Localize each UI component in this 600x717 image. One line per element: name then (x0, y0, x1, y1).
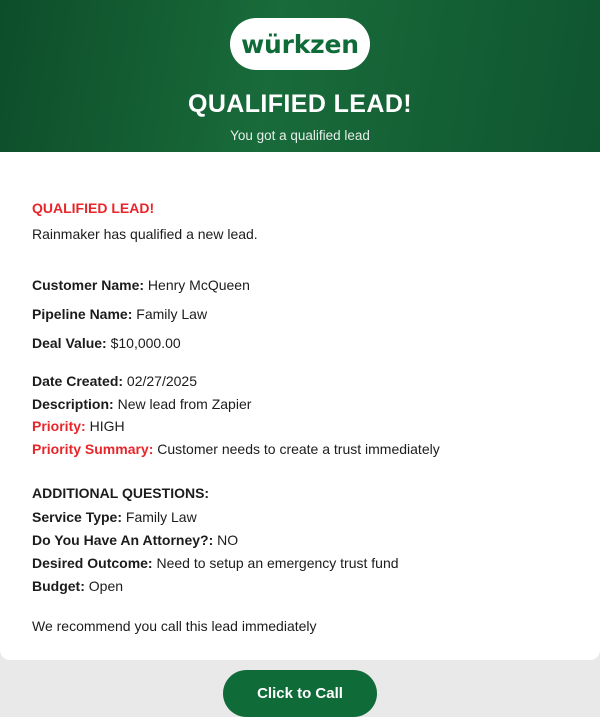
detail-value: HIGH (89, 418, 125, 435)
question-value: Family Law (125, 509, 197, 526)
detail-value: Customer needs to create a trust immediately (157, 441, 440, 458)
detail-value: Family Law (136, 305, 208, 322)
detail-label: Deal Value: (32, 334, 107, 351)
question-value: Need to setup an emergency trust fund (156, 555, 399, 572)
question-label: Budget: (32, 577, 85, 594)
detail-value: New lead from Zapier (117, 395, 252, 412)
detail-date-created (32, 372, 568, 391)
cta-container (32, 670, 568, 717)
detail-label: Priority Summary: (32, 441, 154, 458)
detail-label: Customer Name: (32, 277, 145, 293)
detail-value: $10,000.00 (110, 334, 181, 351)
detail-label: Pipeline Name: (32, 305, 133, 322)
closing-text: We recommend you call this lead immediately (32, 617, 317, 634)
question-value: NO (217, 532, 239, 549)
additional-questions-heading: ADDITIONAL QUESTIONS: (32, 485, 210, 502)
brand-logo (230, 18, 370, 70)
detail-value: 02/27/2025 (126, 372, 197, 389)
email-header (0, 0, 600, 152)
detail-priority-summary (32, 440, 568, 459)
detail-value: Henry McQueen (147, 277, 250, 293)
question-value: Open (88, 577, 124, 594)
question-service-type (32, 508, 568, 527)
detail-label: Description: (32, 395, 114, 412)
question-label: Do You Have An Attorney?: (32, 532, 214, 549)
question-desired-outcome (32, 554, 568, 573)
intro-text: Rainmaker has qualified a new lead. (32, 226, 258, 242)
brand-logo-text: würkzen (241, 29, 359, 59)
email-body (0, 152, 600, 717)
detail-label: Date Created: (32, 372, 124, 389)
detail-deal-value (32, 334, 568, 353)
click-to-call-button[interactable]: Click to Call (223, 670, 377, 717)
detail-description (32, 395, 568, 414)
detail-customer-name (32, 276, 568, 295)
question-label: Service Type: (32, 509, 123, 526)
detail-pipeline-name (32, 305, 568, 324)
header-subtitle: You got a qualified lead (230, 128, 370, 143)
question-budget (32, 577, 568, 596)
alert-title: QUALIFIED LEAD! (32, 200, 155, 216)
detail-priority (32, 417, 568, 436)
header-title: QUALIFIED LEAD! (187, 90, 413, 118)
detail-label: Priority: (32, 418, 86, 435)
section-spacer (32, 363, 568, 372)
question-have-attorney (32, 531, 568, 550)
question-label: Desired Outcome: (32, 555, 153, 572)
